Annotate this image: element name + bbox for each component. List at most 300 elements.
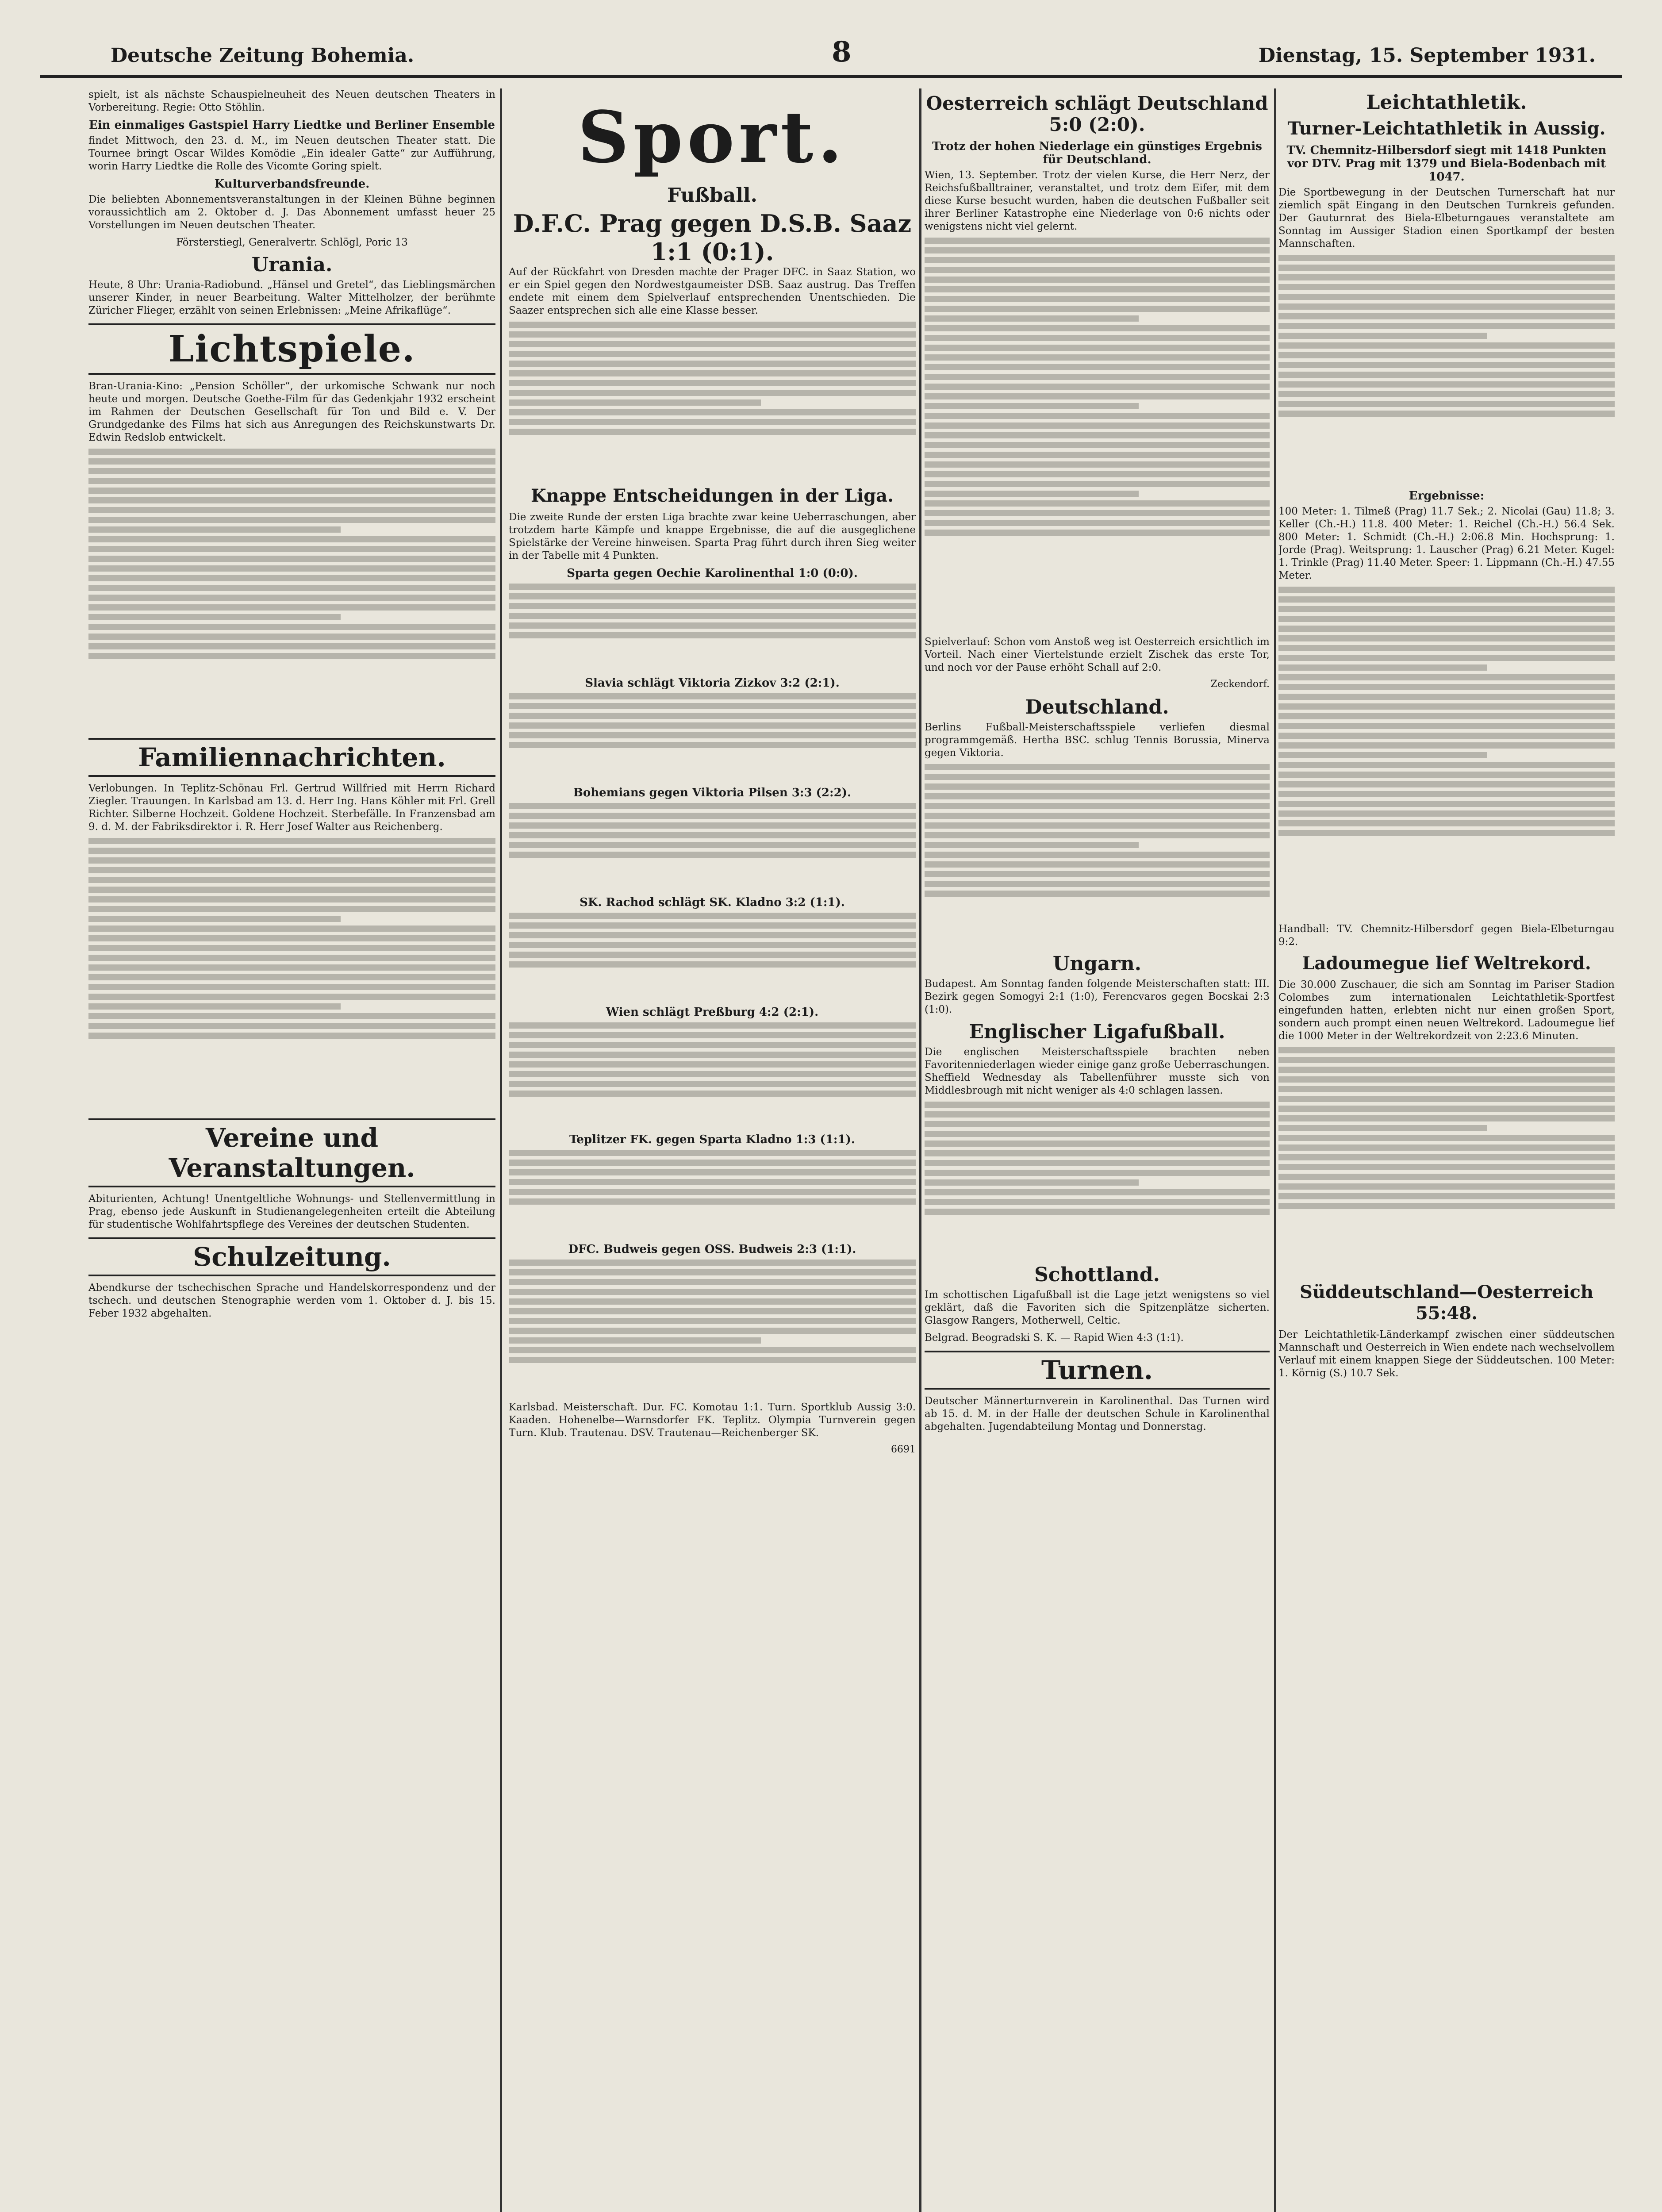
text-line <box>509 613 916 619</box>
text-line <box>88 517 495 523</box>
text-line <box>925 452 1270 458</box>
text-line <box>509 1061 916 1068</box>
column-rule <box>500 88 502 2212</box>
match-text: Auf der Rückfahrt von Dresden machte der Prager DFC. in Saaz Station, wo er ein Spiel gegen den Nordwestgaumeister DSB. Saaz austrug. Das Treffen endete mit einem dem Spielverlauf entsprechenden Unentschieden. Die Saazer entsprechen sich alle eine Klasse besser. <box>509 266 916 316</box>
text-line <box>1278 596 1615 603</box>
result-subheading: Wien schlägt Preßburg 4:2 (2:1). <box>606 1006 819 1019</box>
newspaper-page <box>40 27 1622 2212</box>
text-line <box>925 267 1270 273</box>
text-line <box>88 838 495 844</box>
text-line <box>925 764 1270 770</box>
text-line <box>925 384 1270 390</box>
text-line <box>925 276 1270 283</box>
text-line <box>88 653 495 659</box>
text-line <box>1278 1086 1615 1092</box>
text-line <box>509 593 916 599</box>
text-line <box>509 1198 916 1205</box>
text-line <box>1278 1115 1615 1121</box>
lead-subheading: Trotz der hohen Niederlage ein günstiges Ergebnis für Deutschland. <box>932 140 1262 166</box>
match-heading: D.F.C. Prag gegen D.S.B. Saaz <box>513 209 912 238</box>
text-line <box>88 614 341 620</box>
text-line <box>88 1033 495 1039</box>
liga-text: Die zweite Runde der ersten Liga brachte zwar keine Ueberraschungen, aber trotzdem harte Kämpfe und knappe Ergebnisse, die auf die ausgeglichene Spielstärke der Vereine hinweisen. Sparta Prag führt durch ihren Sieg weiter in der Tabelle mit 4 Punkten. <box>509 511 916 561</box>
text-line <box>509 322 916 328</box>
text-line <box>88 974 495 980</box>
text-line <box>88 1003 341 1010</box>
text-line <box>1278 655 1615 661</box>
text-line <box>1278 1164 1615 1170</box>
text-line <box>88 955 495 961</box>
text-line <box>925 286 1270 292</box>
ergebnisse-list: 100 Meter: 1. Tilmeß (Prag) 11.7 Sek.; 2. Nicolai (Gau) 11.8; 3. Keller (Ch.-H.) 11.8. 400 Meter: 1. Reichel (Ch.-H.) 56.4 Sek. 800 Meter: 1. Schmidt (Ch.-H.) 2:06.8 Min. Hochsprung: 1. Jorde (Prag). Weitsprung: 1. Lauscher (Prag) 6.21 Meter. Kugel: 1. Trinkle (Prag) 11.40 Meter. Speer: 1. Lippmann (Ch.-H.) 47.55 Meter. <box>1278 506 1615 581</box>
text-line <box>1278 684 1615 690</box>
text-line <box>925 345 1270 351</box>
text-line <box>88 848 495 854</box>
text-line <box>88 1013 495 1019</box>
schul-text: Abendkurse der tschechischen Sprache und Handelskorrespondenz und der tschech. und deutschen Stenographie werden vom 1. Oktober d. J. bis 15. Feber 1932 abgehalten. <box>88 1282 495 1319</box>
text-line <box>1278 284 1615 290</box>
text-block <box>88 838 495 1112</box>
text-line <box>925 306 1270 312</box>
text-line <box>925 364 1270 370</box>
foerster-ad: Försterstiegl, Generalvertr. Schlögl, Poric 13 <box>176 237 408 248</box>
text-line <box>1278 635 1615 641</box>
column-athletics <box>1278 88 1615 2212</box>
text-line <box>1278 1067 1615 1073</box>
text-line <box>925 1199 1270 1205</box>
text-line <box>925 1131 1270 1137</box>
text-line <box>1278 587 1615 593</box>
text-line <box>1278 255 1615 261</box>
result-subheading: Bohemians gegen Viktoria Pilsen 3:3 (2:2). <box>573 786 852 799</box>
text-line <box>509 1289 916 1295</box>
text-line <box>1278 674 1615 680</box>
rapid-result: Belgrad. Beogradski S. K. — Rapid Wien 4:3 (1:1). <box>925 1332 1184 1344</box>
text-line <box>1278 645 1615 651</box>
text-line <box>1278 1057 1615 1063</box>
text-line <box>925 783 1270 790</box>
familien-text: Verlobungen. In Teplitz-Schönau Frl. Gertrud Willfried mit Herrn Richard Ziegler. Trauungen. In Karlsbad am 13. d. Herr Ing. Hans Köhler mit Frl. Grell Richter. Silberne Hochzeit. Goldene Hochzeit. Sterbefälle. In Franzensbad am 9. d. M. der Fabriksdirektor i. R. Herr Josef Walter aus Reichenberg. <box>88 783 495 833</box>
text-line <box>509 742 916 748</box>
text-line <box>88 458 495 465</box>
text-line <box>88 536 495 542</box>
text-line <box>88 926 495 932</box>
text-line <box>925 374 1270 380</box>
text-line <box>88 546 495 552</box>
column-sport <box>509 88 916 2212</box>
urania-heading: Urania. <box>251 253 333 276</box>
text-line <box>1278 333 1487 339</box>
text-line <box>88 945 495 951</box>
text-line <box>1278 313 1615 319</box>
ergebnisse-heading: Ergebnisse: <box>1409 489 1485 503</box>
text-line <box>1278 616 1615 622</box>
text-line <box>88 624 495 630</box>
text-block <box>925 1102 1270 1261</box>
lichtspiele-text: Bran-Urania-Kino: „Pension Schöller“, der urkomische Schwank nur noch heute und morgen. Deutsche Goethe-Film für das Gedenkjahr 1932 erscheint im Rahmen der Deutschen Gesellschaft für Ton und Bild e. V. Der Grundgedanke des Films hat sich aus Anregungen des Reichskunstwarts Dr. Edwin Redslob entwickelt. <box>88 380 495 443</box>
schul-heading: Schulzeitung. <box>88 1237 495 1276</box>
text-line <box>925 442 1270 448</box>
text-line <box>1278 781 1615 787</box>
column-rule <box>1274 88 1276 2212</box>
text-line <box>1278 1154 1615 1160</box>
text-block <box>1278 255 1615 485</box>
column-rule <box>919 88 921 2212</box>
text-line <box>88 984 495 990</box>
text-line <box>509 722 916 729</box>
turnen-text: Deutscher Männerturnverein in Karolinenthal. Das Turnen wird ab 15. d. M. in der Halle der deutschen Schule in Karolinenthal abgehalten. Jugendabteilung Montag und Donnerstag. <box>925 1395 1270 1432</box>
text-line <box>925 422 1270 429</box>
gastspiel-heading: Ein einmaliges Gastspiel Harry Liedtke und Berliner Ensemble <box>88 119 495 132</box>
text-line <box>1278 810 1615 817</box>
author: Zeckendorf. <box>1210 679 1270 690</box>
text-line <box>1278 694 1615 700</box>
text-line <box>509 429 916 435</box>
text-line <box>509 1032 916 1038</box>
issue-date: Dienstag, 15. September 1931. <box>1258 44 1596 67</box>
text-line <box>509 380 916 386</box>
text-line <box>925 520 1270 526</box>
result-subheading: Sparta gegen Oechie Karolinenthal 1:0 (0:0). <box>567 567 858 580</box>
page-header <box>40 27 1622 78</box>
gastspiel-text: findet Mittwoch, den 23. d. M., im Neuen deutschen Theater statt. Die Tournee bringt Oscar Wildes Komödie „Ein idealer Gatte“ zur Aufführung, worin Harry Liedtke die Rolle des Vicomte Goring spielt. <box>88 135 495 172</box>
text-block <box>509 913 916 1001</box>
text-line <box>1278 1183 1615 1190</box>
text-line <box>1278 1135 1615 1141</box>
vereine-text: Abiturienten, Achtung! Unentgeltliche Wohnungs- und Stellenvermittlung in Prag, ebenso jede Auskunft in Studienangelegenheiten erteilt die Abteilung für studentische Wohlfahrtspflege des Vereines der deutschen Studenten. <box>88 1193 495 1230</box>
text-line <box>1278 1096 1615 1102</box>
text-line <box>509 952 916 958</box>
kultur-text: Die beliebten Abonnementsveranstaltungen in der Kleinen Bühne beginnen voraussichtlich am 2. Oktober d. J. Das Abonnement umfasst heuer 25 Vorstellungen im Neuen deutschen Theater. <box>88 194 495 231</box>
text-line <box>88 507 495 513</box>
text-line <box>509 852 916 858</box>
text-line <box>925 1150 1270 1156</box>
text-line <box>88 575 495 581</box>
text-line <box>88 604 495 611</box>
text-line <box>925 1209 1270 1215</box>
fussball-heading: Fußball. <box>667 184 757 207</box>
text-line <box>1278 362 1615 368</box>
text-line <box>1278 294 1615 300</box>
text-line <box>509 331 916 338</box>
text-block <box>509 1150 916 1238</box>
text-block <box>1278 1047 1615 1277</box>
text-line <box>925 793 1270 799</box>
text-line <box>88 994 495 1000</box>
text-line <box>509 1279 916 1285</box>
text-line <box>509 361 916 367</box>
text-block <box>509 1260 916 1401</box>
ladoumegue-text: Die 30.000 Zuschauer, die sich am Sonntag im Pariser Stadion Colombes zum internationalen Leichtathletik-Sportfest eingefunden hatten, erlebten nicht nur einen großen Sport, sondern auch prompt einen neuen Weltrekord. Ladoumegue lief die 1000 Meter in der Weltrekordzeit von 2:23.6 Minuten. <box>1278 979 1615 1042</box>
text-line <box>925 354 1270 361</box>
text-line <box>509 1298 916 1305</box>
text-line <box>1278 762 1615 768</box>
text-line <box>509 842 916 848</box>
result-subheading: SK. Rachod schlägt SK. Kladno 3:2 (1:1). <box>580 896 845 909</box>
text-line <box>1278 265 1615 271</box>
deutschland-heading: Deutschland. <box>1025 696 1169 718</box>
text-line <box>925 247 1270 253</box>
text-line <box>509 1337 761 1344</box>
text-line <box>88 595 495 601</box>
text-line <box>509 803 916 809</box>
text-line <box>88 468 495 474</box>
text-line <box>1278 791 1615 797</box>
text-line <box>509 622 916 629</box>
text-line <box>88 867 495 873</box>
text-line <box>88 556 495 562</box>
text-line <box>925 822 1270 829</box>
turnen-heading: Turnen. <box>925 1351 1270 1390</box>
text-line <box>1278 830 1615 836</box>
text-line <box>1278 820 1615 826</box>
page-number: 8 <box>832 35 852 69</box>
text-line <box>509 813 916 819</box>
text-line <box>509 913 916 919</box>
text-line <box>509 341 916 347</box>
text-line <box>509 1071 916 1077</box>
text-line <box>925 1189 1270 1195</box>
text-line <box>88 935 495 941</box>
text-line <box>509 961 916 968</box>
text-line <box>925 491 1139 497</box>
text-block <box>509 693 916 782</box>
text-block <box>509 1022 916 1129</box>
text-line <box>509 1189 916 1195</box>
schottland-heading: Schottland. <box>1034 1263 1160 1286</box>
text-line <box>1278 733 1615 739</box>
text-line <box>88 478 495 484</box>
lead-text: Wien, 13. September. Trotz der vielen Kurse, die Herr Nerz, der Reichsfußballtrainer, veranstaltet, und trotz dem Eifer, mit dem diese Kurse besucht wurden, haben die deutschen Fußballer seit ihrer Berliner Katastrophe eine Niederlage von 0:6 nichts oder wenigstens nicht viel gelernt. <box>925 169 1270 232</box>
text-line <box>88 877 495 883</box>
deutschland-text: Berlins Fußball-Meisterschaftsspiele verliefen diesmal programmgemäß. Hertha BSC. schlug Tennis Borussia, Minerva gegen Viktoria. <box>925 722 1270 759</box>
england-heading: Englischer Ligafußball. <box>969 1021 1225 1043</box>
text-line <box>88 857 495 864</box>
liga-heading: Knappe Entscheidungen in der Liga. <box>530 485 894 506</box>
text-line <box>88 643 495 649</box>
vereine-heading: Vereine und Veranstaltungen. <box>88 1118 495 1187</box>
text-line <box>509 603 916 609</box>
text-line <box>88 634 495 640</box>
text-block <box>925 764 1270 950</box>
sport-heading: Sport. <box>577 96 847 179</box>
text-line <box>1278 323 1615 329</box>
text-line <box>1278 801 1615 807</box>
newspaper-name: Deutsche Zeitung Bohemia. <box>111 44 415 67</box>
text-line <box>925 315 1139 322</box>
text-line <box>88 896 495 902</box>
text-line <box>925 238 1270 244</box>
text-line <box>925 891 1270 897</box>
text-line <box>509 1042 916 1048</box>
text-line <box>1278 411 1615 417</box>
text-line <box>925 861 1270 868</box>
text-block <box>1278 587 1615 923</box>
text-line <box>925 842 1139 848</box>
kultur-heading: Kulturverbandsfreunde. <box>214 177 370 191</box>
text-line <box>925 803 1270 809</box>
text-line <box>1278 752 1487 758</box>
text-line <box>88 585 495 591</box>
text-line <box>509 1150 916 1156</box>
familien-heading: Familiennachrichten. <box>88 738 495 777</box>
text-line <box>509 942 916 948</box>
text-line <box>509 1308 916 1314</box>
text-line <box>925 296 1270 302</box>
result-subheading: DFC. Budweis gegen OSS. Budweis 2:3 (1:1). <box>568 1243 856 1256</box>
text-line <box>925 461 1270 468</box>
text-line <box>1278 372 1615 378</box>
text-line <box>1278 1106 1615 1112</box>
text-line <box>509 1318 916 1324</box>
text-line <box>509 409 916 415</box>
text-block <box>88 449 495 732</box>
text-line <box>925 500 1270 507</box>
text-line <box>925 852 1270 858</box>
sued-heading: Süddeutschland—Oesterreich 55:48. <box>1299 1282 1593 1324</box>
text-line <box>509 1081 916 1087</box>
spielverlauf-text: Spielverlauf: Schon vom Anstoß weg ist Oesterreich ersichtlich im Vorteil. Nach einer Viertelstunde erzielt Zischek das erste Tor, und noch vor der Pause erhöht Schall auf 2:0. <box>925 636 1270 673</box>
text-line <box>1278 626 1615 632</box>
text-line <box>509 1328 916 1334</box>
text-block <box>509 803 916 891</box>
lichtspiele-heading: Lichtspiele. <box>88 323 495 375</box>
text-line <box>1278 352 1615 358</box>
text-line <box>1278 274 1615 280</box>
text-line <box>509 1269 916 1275</box>
text-line <box>925 1170 1270 1176</box>
text-line <box>509 399 761 406</box>
text-line <box>88 449 495 455</box>
text-line <box>1278 303 1615 310</box>
text-line <box>925 1111 1270 1118</box>
text-line <box>925 403 1139 409</box>
text-line <box>925 530 1270 536</box>
text-line <box>1278 772 1615 778</box>
text-line <box>1278 1047 1615 1053</box>
text-line <box>88 906 495 912</box>
text-line <box>925 1102 1270 1108</box>
text-line <box>1278 664 1487 671</box>
text-line <box>509 693 916 699</box>
text-line <box>925 413 1270 419</box>
text-line <box>88 964 495 971</box>
text-line <box>1278 1203 1615 1209</box>
match-score: 1:1 (0:1). <box>650 238 774 266</box>
text-block <box>925 238 1270 636</box>
text-line <box>509 1347 916 1353</box>
text-line <box>88 887 495 893</box>
text-line <box>925 774 1270 780</box>
text-line <box>88 1023 495 1029</box>
text-line <box>88 565 495 572</box>
text-line <box>1278 401 1615 407</box>
text-line <box>1278 1076 1615 1083</box>
theater-intro: spielt, ist als nächste Schauspielneuheit des Neuen deutschen Theaters in Vorbereitung. Regie: Otto Stöhlin. <box>88 89 495 113</box>
text-line <box>509 390 916 396</box>
text-line <box>509 632 916 638</box>
leicht-subheading: Turner-Leichtathletik in Aussig. <box>1287 118 1606 139</box>
text-line <box>1278 606 1615 612</box>
text-line <box>925 881 1270 887</box>
text-line <box>509 732 916 738</box>
text-line <box>509 932 916 938</box>
text-line <box>1278 742 1615 749</box>
text-line <box>925 471 1270 477</box>
text-line <box>509 419 916 425</box>
text-line <box>88 497 495 503</box>
text-line <box>1278 381 1615 388</box>
text-line <box>509 1091 916 1097</box>
text-line <box>509 703 916 709</box>
text-line <box>1278 1144 1615 1151</box>
handball-result: Handball: TV. Chemnitz-Hilbersdorf gegen Biela-Elbeturngau 9:2. <box>1278 923 1615 948</box>
text-line <box>509 832 916 838</box>
text-line <box>509 1052 916 1058</box>
leicht-heading: Leichtathletik. <box>1366 91 1527 114</box>
text-line <box>925 1179 1139 1186</box>
results-list: Karlsbad. Meisterschaft. Dur. FC. Komotau 1:1. Turn. Sportklub Aussig 3:0. Kaaden. Hohenelbe—Warnsdorfer FK. Teplitz. Olympia Turnverein gegen Turn. Klub. Trautenau. DSV. Trautenau—Reichenberger SK. <box>509 1402 916 1439</box>
page-tag: 6691 <box>891 1444 916 1455</box>
urania-text: Heute, 8 Uhr: Urania-Radiobund. „Hänsel und Gretel“, das Lieblingsmärchen unserer Kinder, in neuer Bearbeitung. Walter Mittelholzer, der berühmte Züricher Flieger, erzählt von seinen Erlebnissen: „Meine Afrikaflüge“. <box>88 279 495 316</box>
text-line <box>509 1022 916 1029</box>
england-text: Die englischen Meisterschaftsspiele brachten neben Favoritenniederlagen wieder einige ganz große Ueberraschungen. Sheffield Wednesday als Tabellenführer musste sich von Middlesbrough mit nicht weniger als 4:0 schlagen lassen. <box>925 1046 1270 1096</box>
text-line <box>88 488 495 494</box>
column-football <box>925 88 1270 2212</box>
ungarn-heading: Ungarn. <box>1052 952 1142 975</box>
text-line <box>509 922 916 929</box>
text-line <box>509 1357 916 1363</box>
text-line <box>925 432 1270 438</box>
result-subheading: Slavia schlägt Viktoria Zizkov 3:2 (2:1). <box>585 676 840 690</box>
text-line <box>925 510 1270 516</box>
leicht-lead: TV. Chemnitz-Hilbersdorf siegt mit 1418 Punkten vor DTV. Prag mit 1379 und Biela-Bodenbach mit 1047. <box>1286 144 1607 184</box>
text-line <box>509 713 916 719</box>
leicht-text: Die Sportbewegung in der Deutschen Turnerschaft hat nur ziemlich spät Eingang in den Deutschen Turnkreis gefunden. Der Gauturnrat des Biela-Elbeturngaues veranstaltete am Sonntag im Aussiger Stadion einen Sportkampf der besten Mannschaften. <box>1278 187 1615 250</box>
text-line <box>1278 1193 1615 1199</box>
text-line <box>1278 342 1615 349</box>
ladoumegue-heading: Ladoumegue lief Weltrekord. <box>1302 953 1591 974</box>
text-line <box>925 1160 1270 1166</box>
result-subheading: Teplitzer FK. gegen Sparta Kladno 1:3 (1:1). <box>569 1133 855 1146</box>
text-line <box>509 1160 916 1166</box>
text-line <box>509 1260 916 1266</box>
text-line <box>88 526 341 533</box>
text-line <box>1278 713 1615 719</box>
text-line <box>509 1169 916 1175</box>
text-line <box>925 832 1270 838</box>
text-line <box>925 335 1270 341</box>
text-line <box>509 822 916 829</box>
text-line <box>88 916 341 922</box>
text-line <box>509 1179 916 1185</box>
text-line <box>925 325 1270 331</box>
lead-heading: Oesterreich schlägt Deutschland 5:0 (2:0). <box>926 92 1268 135</box>
text-line <box>1278 723 1615 729</box>
schottland-text: Im schottischen Ligafußball ist die Lage jetzt wenigstens so viel geklärt, daß die Favoriten sich die Spitzenplätze sicherten. Glasgow Rangers, Motherwell, Celtic. <box>925 1289 1270 1326</box>
text-line <box>509 584 916 590</box>
column-culture <box>88 88 495 2212</box>
sued-text: Der Leichtathletik-Länderkampf zwischen einer süddeutschen Mannschaft und Oesterreich in Wien endete nach wechselvollem Verlauf mit einem knappen Siege der Süddeutschen. 100 Meter: 1. Körnig (S.) 10.7 Sek. <box>1278 1329 1615 1379</box>
text-line <box>509 351 916 357</box>
text-line <box>1278 391 1615 397</box>
text-line <box>925 257 1270 263</box>
text-block <box>509 584 916 672</box>
text-line <box>1278 703 1615 710</box>
text-line <box>925 871 1270 877</box>
ungarn-text: Budapest. Am Sonntag fanden folgende Meisterschaften statt: III. Bezirk gegen Somogyi 2:1 (1:0), Ferencvaros gegen Bocskai 2:3 (1:0). <box>925 978 1270 1015</box>
text-line <box>925 1121 1270 1127</box>
